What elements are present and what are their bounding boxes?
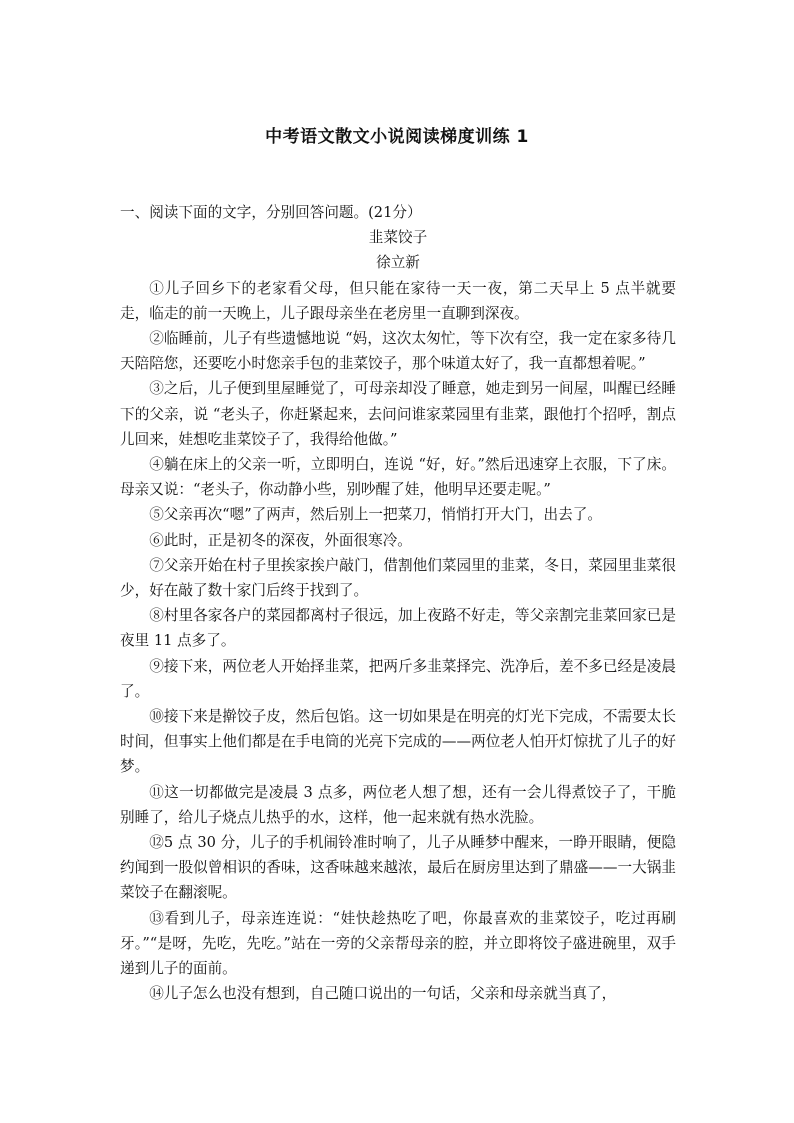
paragraph-2: ②临睡前，儿子有些遗憾地说 “妈，这次太匆忙，等下次有空，我一定在家多待几天陪陪您，还要吃小时您亲手包的韭菜饺子，那个味道太好了，我一直都想着呢。” (120, 330, 676, 373)
paragraph-10: ⑩接下来是擀饺子皮，然后包馅。这一切如果是在明亮的灯光下完成，不需要太长时间，但事实上他们都是在手电筒的光亮下完成的——两位老人怕开灯惊扰了儿子的好梦。 (120, 708, 676, 776)
paragraph-5: ⑤父亲再次“嗯”了两声，然后别上一把菜刀，悄悄打开大门，出去了。 (149, 506, 602, 524)
paragraph-6: ⑥此时，正是初冬的深夜，外面很寒冷。 (149, 531, 412, 549)
paragraph-14: ⑭儿子怎么也没有想到，自己随口说出的一句话，父亲和母亲就当真了， (149, 985, 617, 1003)
paragraph-4: ④躺在床上的父亲一听，立即明白，连说 “好，好。”然后迅速穿上衣服，下了床。母亲又说：“老头子，你动静小些，别吵醒了娃，他明早还要走呢。” (120, 456, 676, 499)
paragraph-12: ⑫5 点 30 分，儿子的手机闹铃准时响了，儿子从睡梦中醒来，一睁开眼睛，便隐约闻到一股似曾相识的香味，这香味越来越浓，最后在厨房里达到了鼎盛——一大锅韭菜饺子在翻滚呢。 (120, 834, 676, 902)
story-title: 韭菜饺子 (368, 229, 428, 247)
paragraph-7: ⑦父亲开始在村子里挨家挨户敲门，借割他们菜园里的韭菜，冬日，菜园里韭菜很少，好在敲了数十家门后终于找到了。 (120, 556, 676, 600)
paragraph-1: ①儿子回乡下的老家看父母，但只能在家待一天一夜，第二天早上 5 点半就要走，临走的前一天晚上，儿子跟母亲坐在老房里一直聊到深夜。 (120, 279, 676, 322)
document-body (120, 200, 676, 1007)
paragraph-11: ⑪这一切都做完是凌晨 3 点多，两位老人想了想，还有一会儿得煮饺子了，干脆别睡了，给儿子烧点儿热乎的水，这样，他一起来就有热水洗脸。 (120, 783, 676, 826)
document-title: 中考语文散文小说阅读梯度训练 1 (265, 127, 529, 147)
paragraph-9: ⑨接下来，两位老人开始择韭菜，把两斤多韭菜择完、洗净后，差不多已经是凌晨了。 (120, 657, 676, 700)
paragraph-8: ⑧村里各家各户的菜园都离村子很远，加上夜路不好走，等父亲割完韭菜回家已是夜里 11 点多了。 (120, 607, 676, 650)
story-author: 徐立新 (376, 254, 420, 272)
paragraph-13: ⑬看到儿子，母亲连连说：“娃快趁热吃了吧，你最喜欢的韭菜饺子，吃过再刷牙。”“是呀，先吃，先吃。”站在一旁的父亲帮母亲的腔，并立即将饺子盛进碗里，双手递到儿子的面前。 (120, 909, 676, 978)
paragraph-3: ③之后，儿子便到里屋睡觉了，可母亲却没了睡意，她走到另一间屋，叫醒已经睡下的父亲，说 “老头子，你赶紧起来，去问问谁家菜园里有韭菜，跟他打个招呼，割点儿回来，娃想吃韭菜饺子了，我得给他做。” (120, 380, 676, 448)
section-heading: 一、阅读下面的文字，分别回答问题。(21分） (120, 204, 422, 221)
